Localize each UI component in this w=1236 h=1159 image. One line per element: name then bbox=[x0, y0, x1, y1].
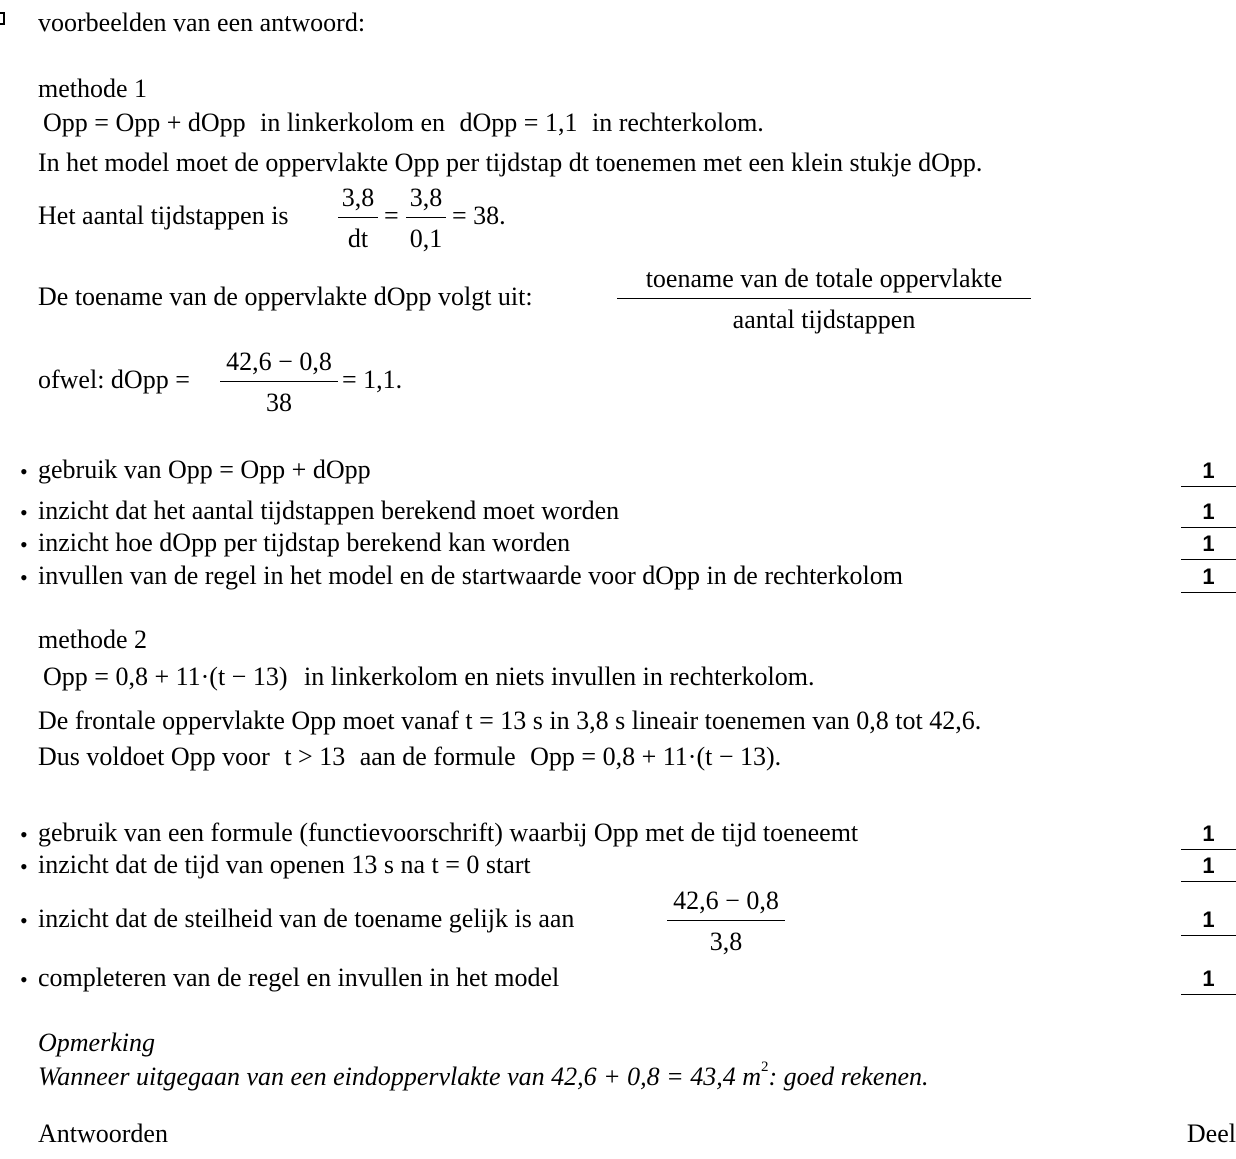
steps-fraction-1-denominator: dt bbox=[347, 224, 369, 253]
bullet: • bbox=[20, 500, 28, 525]
criterion-text: gebruik van Opp = Opp + dOpp bbox=[38, 455, 371, 484]
explain-prefix: Dus voldoet Opp voor bbox=[38, 742, 270, 771]
bullet: • bbox=[20, 854, 28, 879]
steps-fraction-1-numerator: 3,8 bbox=[338, 185, 378, 218]
opmerking-text bbox=[38, 1059, 929, 1091]
criterion-text: inzicht dat het aantal tijdstappen berekend moet worden bbox=[38, 496, 620, 525]
criterion-text: inzicht dat de steilheid van de toename gelijk is aan bbox=[38, 904, 575, 933]
methode1-formula-line bbox=[43, 110, 764, 136]
criterion-text: completeren van de regel en invullen in het model bbox=[38, 963, 560, 992]
bullet: • bbox=[20, 822, 28, 847]
footer-right: Deel bbox=[1186, 1119, 1236, 1148]
ofwel-fraction-numerator: 42,6 − 0,8 bbox=[220, 349, 338, 382]
explain-mid: aan de formule bbox=[359, 742, 516, 771]
opmerking-text-end: : goed rekenen. bbox=[768, 1062, 929, 1091]
formula-end-text: in linkerkolom en niets invullen in rechterkolom. bbox=[304, 662, 815, 691]
ofwel-prefix: ofwel: dOpp = bbox=[38, 365, 190, 394]
toename-fraction-numerator: toename van de totale oppervlakte bbox=[617, 266, 1031, 299]
formula-dopp-start: dOpp = 1,1 bbox=[459, 108, 578, 137]
criterion-text: gebruik van een formule (functievoorschrift) waarbij Opp met de tijd toeneemt bbox=[38, 818, 859, 847]
bullet: • bbox=[20, 459, 28, 484]
methode2-heading: methode 2 bbox=[38, 625, 148, 654]
footer-left: Antwoorden bbox=[38, 1119, 168, 1148]
steps-fraction-2-numerator: 3,8 bbox=[406, 185, 446, 218]
formula-opp-update: Opp = Opp + dOpp bbox=[43, 108, 246, 137]
toename-fraction bbox=[617, 266, 1031, 333]
score-point: 1 bbox=[1181, 823, 1236, 850]
steps-fraction-1 bbox=[338, 185, 378, 252]
opmerking-title: Opmerking bbox=[38, 1028, 155, 1057]
criterion-text: invullen van de regel in het model en de startwaarde voor dOpp in de rechterkolom bbox=[38, 561, 903, 590]
steilheid-fraction bbox=[667, 888, 785, 955]
steps-prefix: Het aantal tijdstappen is bbox=[38, 201, 289, 230]
formula-linear: Opp = 0,8 + 11·(t − 13) bbox=[43, 662, 288, 691]
bullet: • bbox=[20, 967, 28, 992]
ofwel-result: = 1,1. bbox=[342, 365, 403, 394]
score-point: 1 bbox=[1181, 533, 1236, 560]
formula-mid-text: in linkerkolom en bbox=[260, 108, 446, 137]
criterion-text: inzicht hoe dOpp per tijdstap berekend kan worden bbox=[38, 528, 571, 557]
opmerking-superscript: 2 bbox=[760, 1059, 769, 1076]
bullet: • bbox=[20, 565, 28, 590]
opmerking-text-main: Wanneer uitgegaan van een eindoppervlakte van 42,6 + 0,8 = 43,4 m bbox=[38, 1062, 761, 1091]
margin-marker bbox=[0, 12, 5, 25]
toename-prefix: De toename van de oppervlakte dOpp volgt uit: bbox=[38, 282, 533, 311]
methode2-explain-2 bbox=[38, 744, 781, 770]
steps-result: = 38. bbox=[452, 201, 506, 230]
ofwel-fraction-denominator: 38 bbox=[266, 388, 292, 417]
score-point: 1 bbox=[1181, 501, 1236, 528]
bullet: • bbox=[20, 908, 28, 933]
score-point: 1 bbox=[1181, 909, 1236, 936]
steps-fraction-2 bbox=[406, 185, 446, 252]
steps-fraction-2-denominator: 0,1 bbox=[409, 224, 443, 253]
bullet: • bbox=[20, 532, 28, 557]
score-point: 1 bbox=[1181, 968, 1236, 995]
explain-condition: t > 13 bbox=[284, 742, 346, 771]
steilheid-fraction-numerator: 42,6 − 0,8 bbox=[667, 888, 785, 921]
methode2-explain-1: De frontale oppervlakte Opp moet vanaf t = 13 s in 3,8 s lineair toenemen van 0,8 tot 42,6. bbox=[38, 706, 982, 735]
methode1-heading: methode 1 bbox=[38, 74, 148, 103]
ofwel-fraction bbox=[220, 349, 338, 416]
toename-fraction-denominator: aantal tijdstappen bbox=[732, 305, 916, 334]
methode2-formula-line bbox=[43, 664, 815, 690]
methode1-explain: In het model moet de oppervlakte Opp per tijdstap dt toenemen met een klein stukje dOpp. bbox=[38, 148, 983, 177]
score-point: 1 bbox=[1181, 460, 1236, 487]
steps-equals: = bbox=[384, 201, 399, 230]
steilheid-fraction-denominator: 3,8 bbox=[709, 927, 743, 956]
explain-formula: Opp = 0,8 + 11·(t − 13). bbox=[530, 742, 782, 771]
formula-end-text: in rechterkolom. bbox=[591, 108, 764, 137]
score-point: 1 bbox=[1181, 566, 1236, 593]
score-point: 1 bbox=[1181, 855, 1236, 882]
intro-text: voorbeelden van een antwoord: bbox=[38, 8, 366, 37]
criterion-text: inzicht dat de tijd van openen 13 s na t = 0 start bbox=[38, 850, 531, 879]
